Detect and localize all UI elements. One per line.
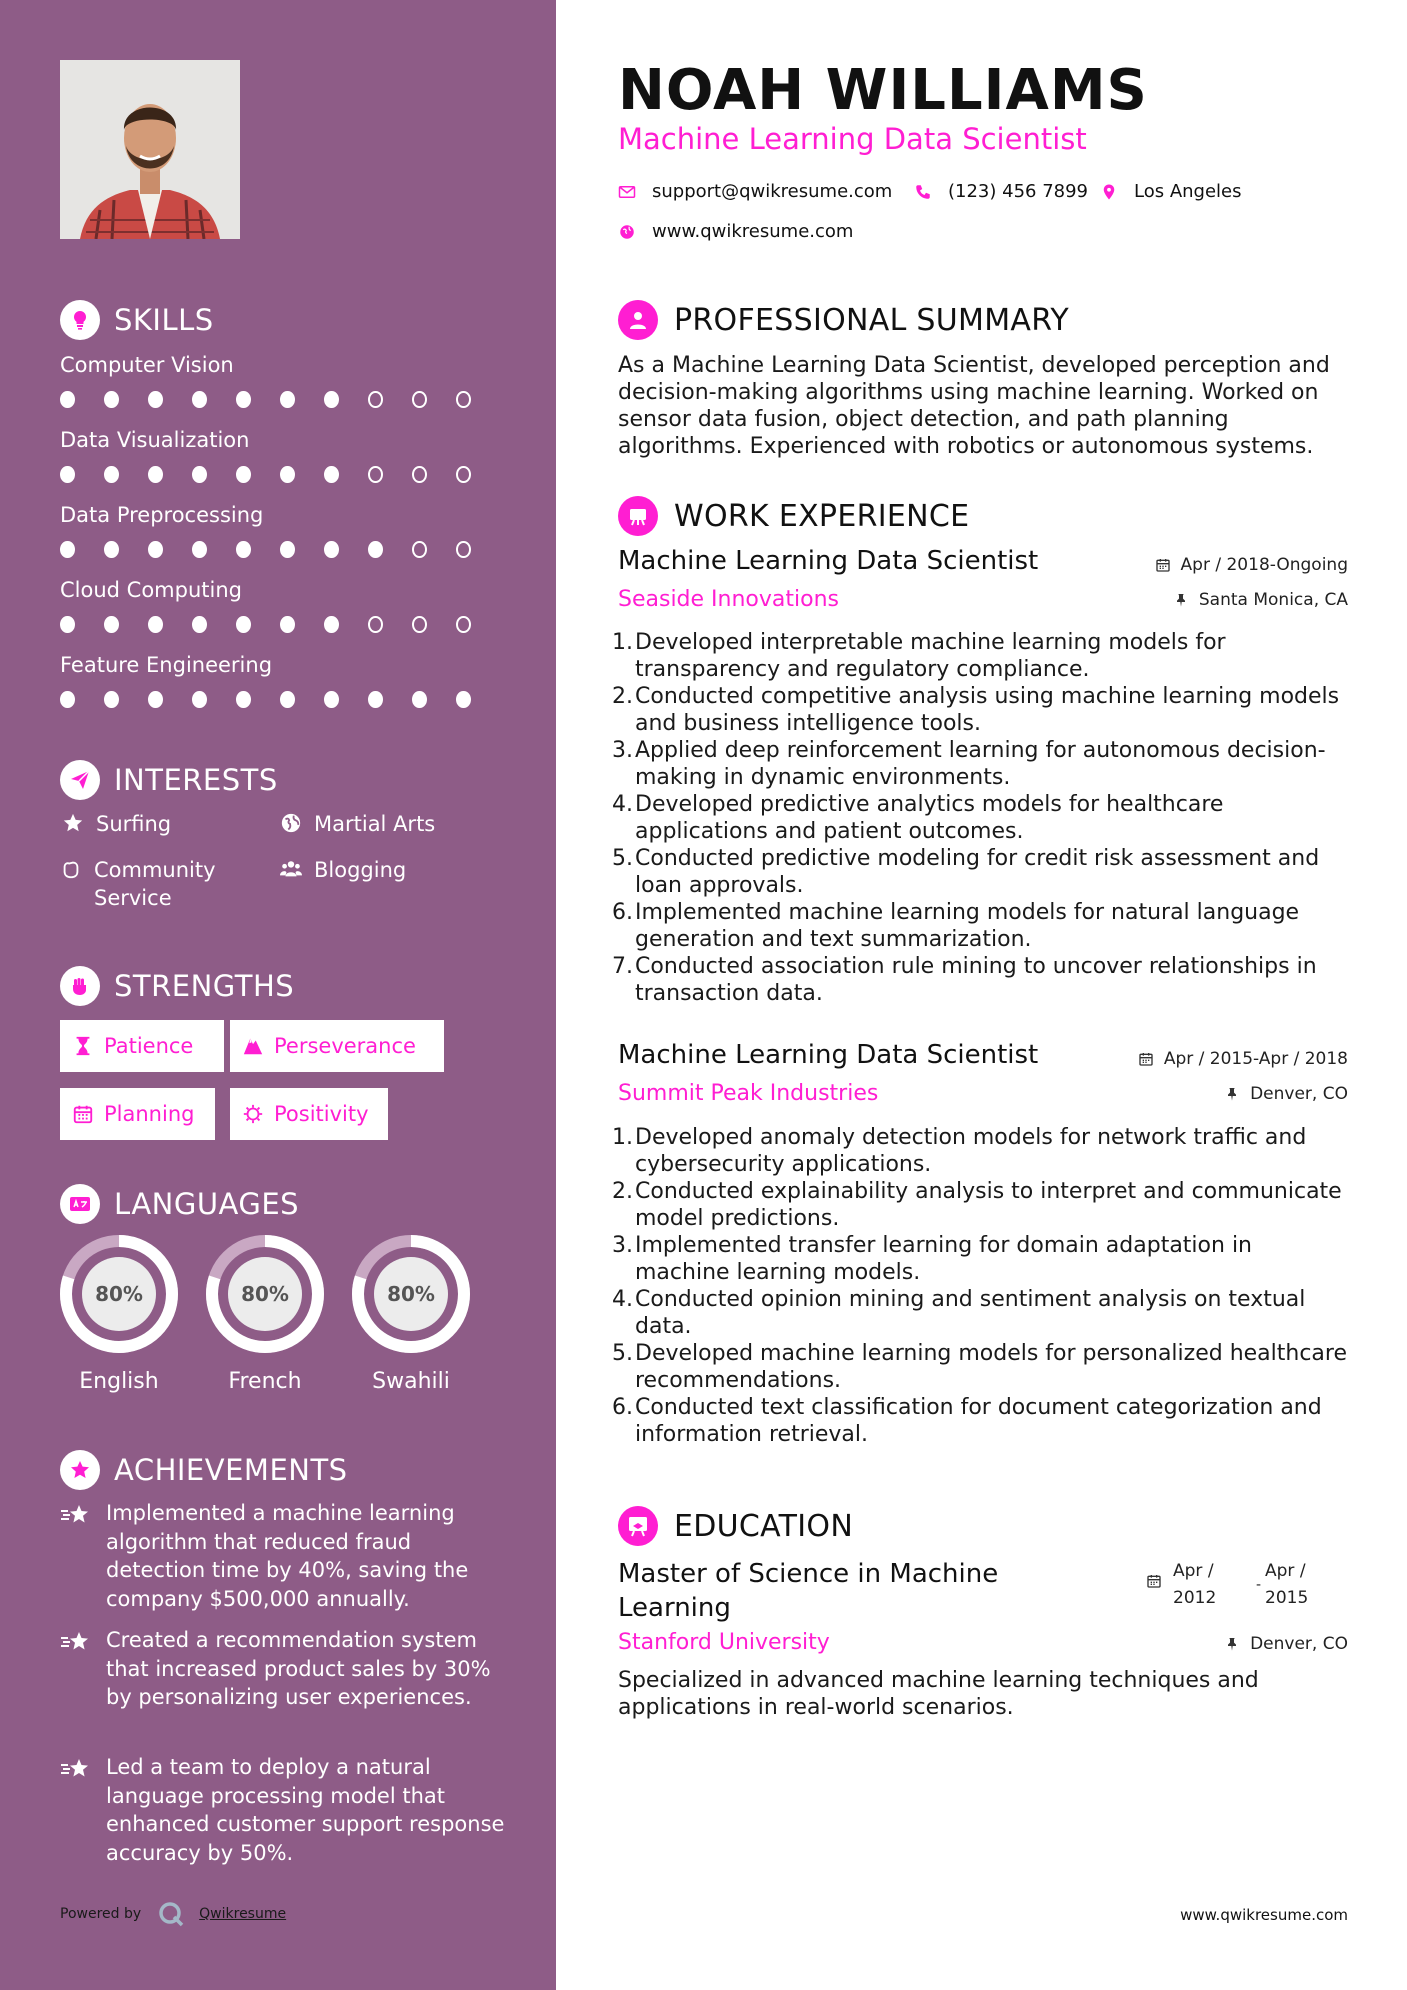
sidebar (0, 0, 556, 1990)
contact-email[interactable]: support@qwikresume.com (618, 181, 892, 202)
summary-heading: PROFESSIONAL SUMMARY (618, 300, 1069, 340)
rating-dot-empty (368, 391, 383, 408)
job-duties-list (612, 629, 1352, 1007)
job-role: Machine Learning Data Scientist (618, 1040, 1039, 1070)
education-start-date: Apr / 2012 (1173, 1561, 1217, 1608)
language-percent: 80% (241, 1282, 289, 1306)
sun-icon (242, 1103, 264, 1125)
rating-dot-filled (60, 391, 75, 408)
rating-dot-filled (148, 541, 163, 558)
globe-icon (618, 223, 636, 241)
star-icon (60, 810, 86, 836)
skill-label: Computer Vision (60, 353, 234, 377)
rating-dot-filled (60, 541, 75, 558)
job-duty-item: 3. Implemented transfer learning for domain adaptation in machine learning models. (612, 1233, 1252, 1285)
job-duty-item: 6. Implemented machine learning models for natural language generation and text summarization. (612, 900, 1300, 952)
language-ring (58, 1233, 180, 1355)
rating-dot-filled (236, 691, 251, 708)
job-duty-item: 6. Conducted text classification for document categorization and information retrieval. (612, 1395, 1322, 1447)
job-duty-item: 1. Developed anomaly detection models for network traffic and cybersecurity applications. (612, 1125, 1307, 1177)
language-item (58, 1233, 180, 1394)
skills-heading: SKILLS (60, 300, 214, 340)
fist-icon (60, 966, 100, 1006)
interest-item: Martial Arts (278, 810, 435, 838)
calendar-icon (72, 1103, 94, 1125)
education-end-date: Apr / 2015 (1265, 1561, 1309, 1608)
candidate-name: NOAH WILLIAMS (618, 58, 1148, 123)
rating-dot-filled (324, 466, 339, 483)
interest-item: Surfing (60, 810, 171, 838)
skill-item (60, 426, 500, 483)
star-speed-icon (60, 1753, 94, 1867)
job-duty-item: 2. Conducted competitive analysis using machine learning models and business intelligence tools. (612, 684, 1340, 736)
achievement-item: Created a recommendation system that increased product sales by 30% by personalizing user experiences. (60, 1626, 510, 1712)
rating-dot-filled (236, 466, 251, 483)
rating-dot-filled (456, 691, 471, 708)
rating-dot-filled (368, 691, 383, 708)
contact-location: Los Angeles (1100, 181, 1242, 202)
rating-dot-filled (280, 391, 295, 408)
rating-dot-filled (280, 541, 295, 558)
contact-phone[interactable]: (123) 456 7899 (914, 181, 1088, 202)
skill-rating (60, 391, 500, 408)
rating-dot-filled (324, 391, 339, 408)
experience-heading: WORK EXPERIENCE (618, 496, 969, 536)
interest-item: Community Service (58, 856, 216, 912)
qwikresume-link[interactable]: Qwikresume (199, 1906, 287, 1922)
job-duty-item: 2. Conducted explainability analysis to interpret and communicate model predictions. (612, 1179, 1342, 1231)
skill-item (60, 651, 500, 708)
education-description: Specialized in advanced machine learning techniques and applications in real-world scenarios. (618, 1668, 1259, 1720)
qwikresume-logo-icon (157, 1900, 185, 1928)
achievement-item: Led a team to deploy a natural language processing model that enhanced customer support response accuracy by 50%. (60, 1753, 510, 1867)
rating-dot-filled (148, 466, 163, 483)
rating-dot-empty (412, 466, 427, 483)
globe-icon (278, 810, 304, 836)
rating-dot-filled (148, 616, 163, 633)
graduation-icon (618, 1506, 658, 1546)
rating-dot-filled (192, 466, 207, 483)
rating-dot-empty (368, 616, 383, 633)
rating-dot-filled (192, 691, 207, 708)
summary-text: As a Machine Learning Data Scientist, developed perception and decision-making algorithms using machine learning. Worked on sensor data fusion, object detection, and path planning algorithms. Experienced with robotics or autonomous systems. (618, 353, 1330, 459)
job-duties-list (612, 1124, 1352, 1448)
map-pin-icon (1100, 183, 1118, 201)
paper-plane-icon (60, 760, 100, 800)
rating-dot-filled (192, 391, 207, 408)
strength-badge: Perseverance (230, 1020, 444, 1072)
translate-icon (60, 1184, 100, 1224)
job-duty-item: 5. Developed machine learning models for personalized healthcare recommendations. (612, 1341, 1348, 1393)
rating-dot-filled (104, 391, 119, 408)
achievements-heading: ACHIEVEMENTS (60, 1450, 348, 1490)
job-dates: Apr / 2018-Ongoing (1155, 555, 1348, 575)
hand-icon (58, 856, 84, 882)
job-dates: Apr / 2015-Apr / 2018 (1138, 1049, 1348, 1069)
rating-dot-filled (236, 541, 251, 558)
mountain-icon (242, 1035, 264, 1057)
rating-dot-filled (324, 541, 339, 558)
language-item (350, 1233, 472, 1394)
skill-item (60, 351, 500, 408)
skill-label: Data Preprocessing (60, 503, 264, 527)
rating-dot-filled (60, 616, 75, 633)
rating-dot-filled (104, 466, 119, 483)
footer-website[interactable]: www.qwikresume.com (1180, 1906, 1348, 1924)
job-duty-item: 7. Conducted association rule mining to uncover relationships in transaction data. (612, 954, 1317, 1006)
languages-heading: LANGUAGES (60, 1184, 299, 1224)
strengths-heading: STRENGTHS (60, 966, 294, 1006)
job-duty-item: 4. Conducted opinion mining and sentiment analysis on textual data. (612, 1287, 1306, 1339)
skill-label: Cloud Computing (60, 578, 242, 602)
star-speed-icon (60, 1499, 94, 1613)
rating-dot-filled (192, 541, 207, 558)
skill-rating (60, 466, 500, 483)
calendar-icon (1146, 1573, 1162, 1589)
user-icon (618, 300, 658, 340)
job-location: Denver, CO (1224, 1084, 1348, 1104)
skill-label: Feature Engineering (60, 653, 273, 677)
education-heading: EDUCATION (618, 1506, 853, 1546)
rating-dot-filled (324, 616, 339, 633)
pin-icon (1224, 1086, 1240, 1102)
star-badge-icon (60, 1450, 100, 1490)
rating-dot-filled (412, 691, 427, 708)
language-ring (204, 1233, 326, 1355)
rating-dot-empty (456, 616, 471, 633)
lightbulb-icon (60, 300, 100, 340)
powered-by: Powered by Qwikresume (60, 1900, 286, 1928)
calendar-icon (1155, 557, 1171, 573)
rating-dot-empty (456, 541, 471, 558)
rating-dot-filled (192, 616, 207, 633)
skill-rating (60, 616, 500, 633)
job-company: Seaside Innovations (618, 587, 839, 612)
rating-dot-filled (280, 691, 295, 708)
rating-dot-empty (456, 466, 471, 483)
rating-dot-empty (456, 391, 471, 408)
skill-rating (60, 541, 500, 558)
job-location: Santa Monica, CA (1173, 590, 1348, 610)
candidate-title: Machine Learning Data Scientist (618, 122, 1087, 156)
rating-dot-filled (60, 466, 75, 483)
envelope-icon (618, 183, 636, 201)
phone-icon (914, 183, 932, 201)
achievement-item: Implemented a machine learning algorithm that reduced fraud detection time by 40%, saving the company $500,000 annually. (60, 1499, 510, 1613)
interest-item: Blogging (278, 856, 406, 884)
skill-item (60, 576, 500, 633)
language-name: Swahili (372, 1369, 450, 1394)
rating-dot-filled (236, 391, 251, 408)
rating-dot-empty (412, 616, 427, 633)
pin-icon (1173, 592, 1189, 608)
rating-dot-filled (236, 616, 251, 633)
rating-dot-filled (104, 541, 119, 558)
rating-dot-filled (148, 391, 163, 408)
users-icon (278, 856, 304, 882)
language-name: French (228, 1369, 302, 1394)
date-separator: - (1256, 1577, 1262, 1593)
rating-dot-empty (412, 541, 427, 558)
language-item (204, 1233, 326, 1394)
rating-dot-filled (60, 691, 75, 708)
pin-icon (1224, 1636, 1240, 1652)
rating-dot-filled (280, 466, 295, 483)
calendar-icon (1138, 1051, 1154, 1067)
job-duty-item: 3. Applied deep reinforcement learning for autonomous decision-making in dynamic environments. (612, 738, 1326, 790)
language-name: English (79, 1369, 159, 1394)
job-company: Summit Peak Industries (618, 1081, 879, 1106)
skill-rating (60, 691, 500, 708)
rating-dot-filled (280, 616, 295, 633)
interests-heading: INTERESTS (60, 760, 278, 800)
rating-dot-empty (412, 391, 427, 408)
education-degree: Master of Science in Machine Learning (618, 1559, 999, 1623)
briefcase-icon (618, 496, 658, 536)
profile-photo (60, 60, 240, 239)
job-duty-item: 5. Conducted predictive modeling for credit risk assessment and loan approvals. (612, 846, 1320, 898)
star-speed-icon (60, 1626, 94, 1712)
education-location: Denver, CO (1224, 1634, 1348, 1654)
contact-website[interactable]: www.qwikresume.com (618, 221, 853, 242)
job-role: Machine Learning Data Scientist (618, 546, 1039, 576)
rating-dot-filled (368, 541, 383, 558)
hourglass-icon (72, 1035, 94, 1057)
rating-dot-empty (368, 466, 383, 483)
language-ring (350, 1233, 472, 1355)
language-percent: 80% (387, 1282, 435, 1306)
skill-label: Data Visualization (60, 428, 250, 452)
education-school: Stanford University (618, 1630, 830, 1655)
job-duty-item: 4. Developed predictive analytics models for healthcare applications and patient outcomes. (612, 792, 1224, 844)
strength-badge: Patience (60, 1020, 224, 1072)
language-percent: 80% (95, 1282, 143, 1306)
rating-dot-filled (104, 616, 119, 633)
rating-dot-filled (104, 691, 119, 708)
skill-item (60, 501, 500, 558)
job-duty-item: 1. Developed interpretable machine learning models for transparency and regulatory compliance. (612, 630, 1226, 682)
strength-badge: Planning (60, 1088, 215, 1140)
strength-badge: Positivity (230, 1088, 388, 1140)
rating-dot-filled (148, 691, 163, 708)
rating-dot-filled (324, 691, 339, 708)
